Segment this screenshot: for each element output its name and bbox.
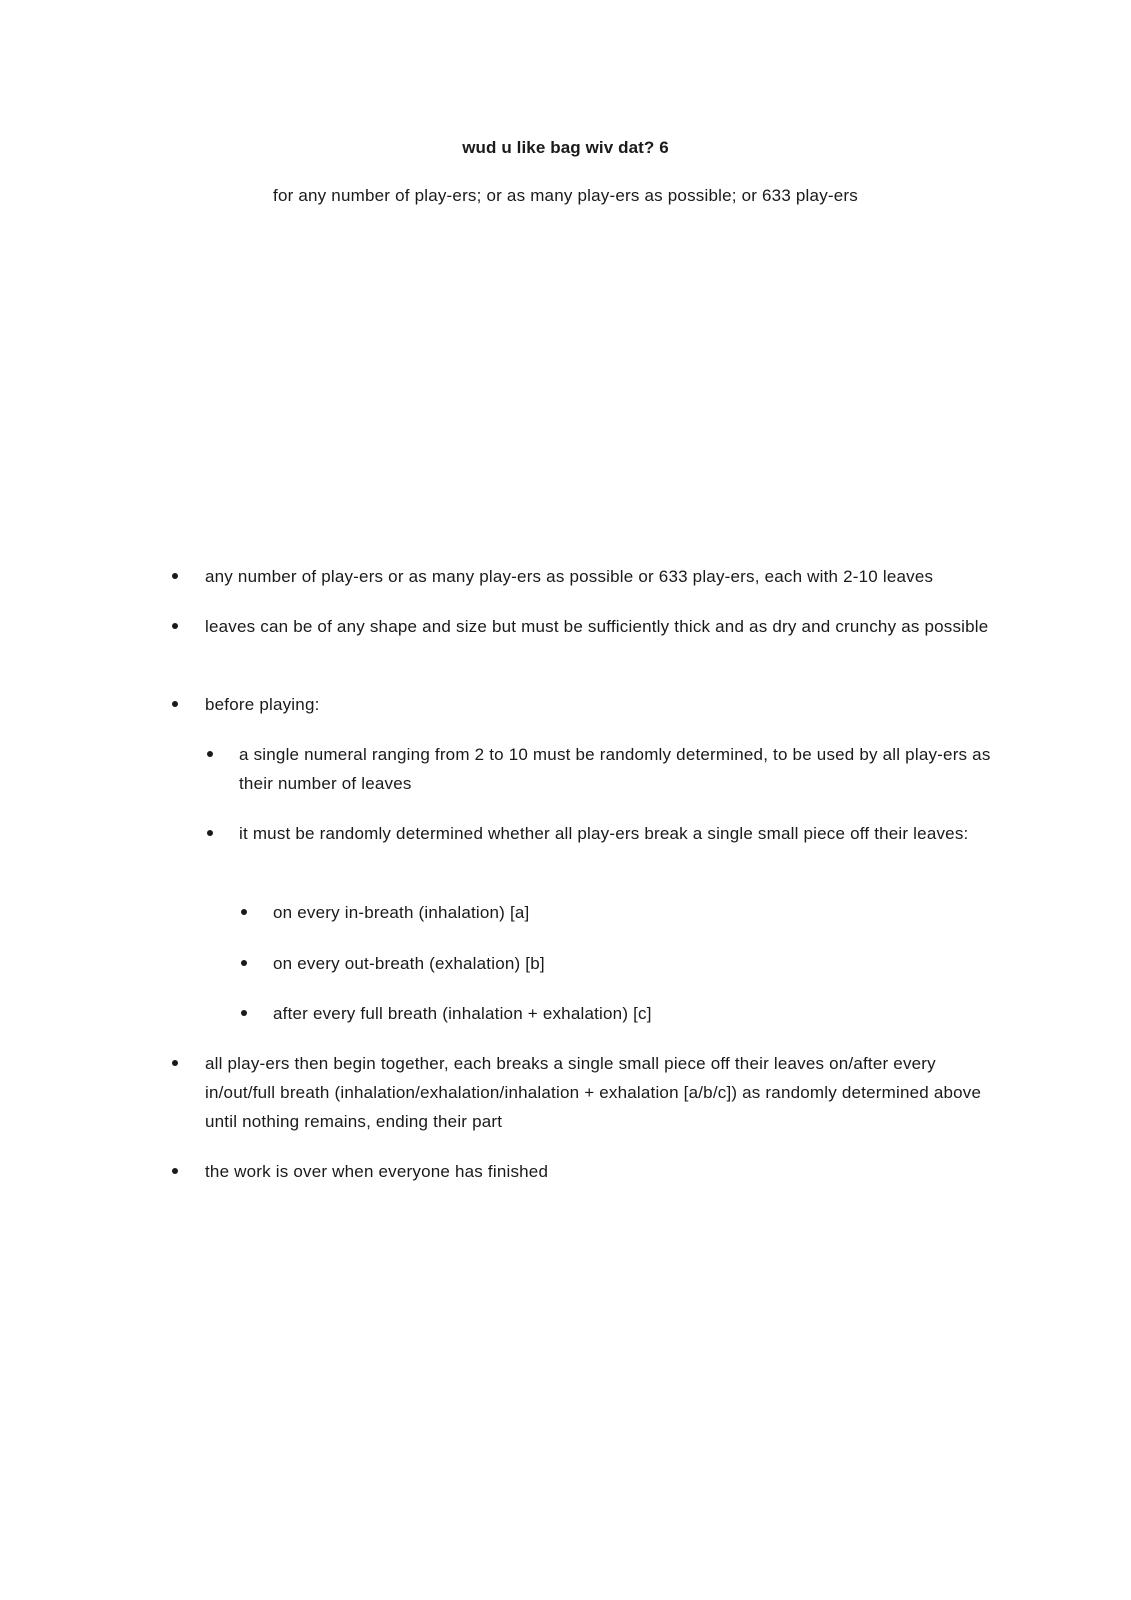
list-item	[0, 1157, 1131, 1186]
bullet-icon	[207, 751, 213, 757]
bullet-icon	[172, 701, 178, 707]
bullet-icon	[172, 1168, 178, 1174]
list-item	[0, 819, 1131, 877]
bullet-icon	[241, 960, 247, 966]
list-item	[0, 1049, 1131, 1136]
list-item-text: leaves can be of any shape and size but must be sufficiently thick and as dry and crunchy as possible	[205, 617, 989, 636]
page-subtitle: for any number of play-ers; or as many play-ers as possible; or 633 play-ers	[273, 186, 858, 205]
list-item	[0, 999, 1131, 1028]
list-item-text: after every full breath (inhalation + exhalation) [c]	[273, 1004, 652, 1023]
list-item-text: it must be randomly determined whether all play-ers break a single small piece off their leaves:	[239, 824, 969, 843]
bullet-icon	[172, 1060, 178, 1066]
list-item-text: any number of play-ers or as many play-ers as possible or 633 play-ers, each with 2-10 leaves	[205, 567, 934, 586]
list-item	[0, 949, 1131, 978]
bullet-icon	[172, 573, 178, 579]
bullet-icon	[172, 623, 178, 629]
list-item-text: a single numeral ranging from 2 to 10 must be randomly determined, to be used by all play-ers as their number of leaves	[239, 745, 991, 793]
list-item-text: the work is over when everyone has finished	[205, 1162, 549, 1181]
list-item-text: all play-ers then begin together, each breaks a single small piece off their leaves on/after every in/out/full breath (inhalation/exhalation/inhalation + exhalation [a/b/c]) as randomly determined above until nothing remains, ending their part	[205, 1054, 982, 1131]
list-item	[0, 612, 1131, 670]
list-item	[0, 690, 1131, 719]
list-item	[0, 898, 1131, 927]
bullet-icon	[207, 830, 213, 836]
list-item	[0, 740, 1131, 798]
list-item-text: on every out-breath (exhalation) [b]	[273, 954, 545, 973]
page-title: wud u like bag wiv dat? 6	[462, 138, 669, 157]
list-item	[0, 562, 1131, 591]
bullet-icon	[241, 1010, 247, 1016]
list-item-text: on every in-breath (inhalation) [a]	[273, 903, 530, 922]
list-item-text: before playing:	[205, 695, 320, 714]
bullet-icon	[241, 909, 247, 915]
